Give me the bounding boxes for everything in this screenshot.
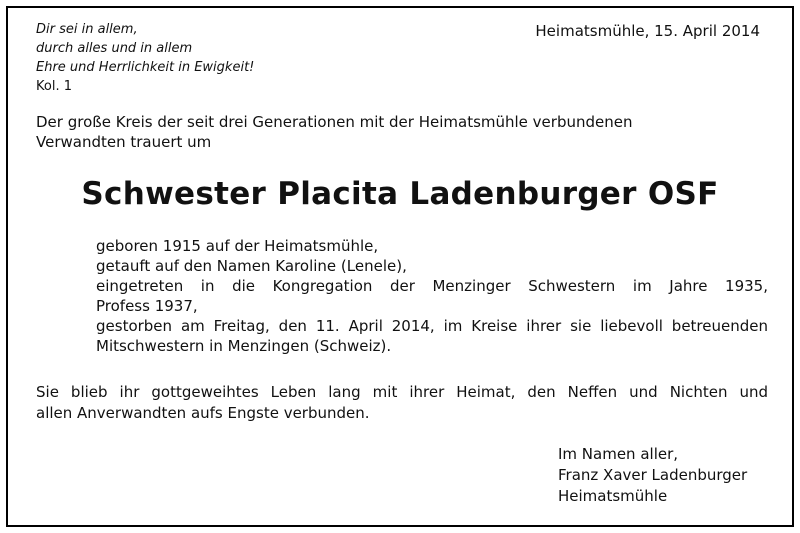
verse-line: Dir sei in allem,: [36, 22, 138, 37]
bio-line: Profess 1937,: [96, 297, 198, 315]
biography: [96, 236, 768, 356]
bio-line: getauft auf den Namen Karoline (Lenele),: [96, 257, 407, 275]
intro-text: [36, 112, 736, 152]
bio-line: gestorben am Freitag, den 11. April 2014, im Kreise ihrer sie liebevoll betreuenden: [96, 317, 768, 335]
closing-text: [36, 382, 768, 424]
obituary-notice: [6, 6, 794, 527]
intro-line: Der große Kreis der seit drei Generationen mit der Heimatsmühle verbundenen: [36, 113, 633, 131]
bio-line: Mitschwestern in Menzingen (Schweiz).: [96, 337, 392, 355]
signature-line: Im Namen aller,: [558, 445, 679, 463]
closing-line: Sie blieb ihr gottgeweihtes Leben lang mit ihrer Heimat, den Neffen und Nichten und: [36, 383, 768, 401]
signature-block: [558, 444, 747, 507]
verse-line: Ehre und Herrlichkeit in Ewigkeit!: [36, 60, 255, 75]
intro-line: Verwandten trauert um: [36, 133, 212, 151]
verse-line: durch alles und in allem: [36, 41, 193, 56]
place-and-date: Heimatsmühle, 15. April 2014: [535, 22, 760, 40]
bio-line: geboren 1915 auf der Heimatsmühle,: [96, 237, 379, 255]
signature-line: Franz Xaver Ladenburger: [558, 466, 748, 484]
bio-line: eingetreten in die Kongregation der Menzinger Schwestern im Jahre 1935,: [96, 277, 768, 295]
deceased-name: Schwester Placita Ladenburger OSF: [81, 176, 719, 212]
closing-line: allen Anverwandten aufs Engste verbunden.: [36, 404, 370, 422]
signature-line: Heimatsmühle: [558, 487, 668, 505]
scripture-verse: [36, 20, 254, 96]
verse-reference: Kol. 1: [36, 79, 72, 94]
